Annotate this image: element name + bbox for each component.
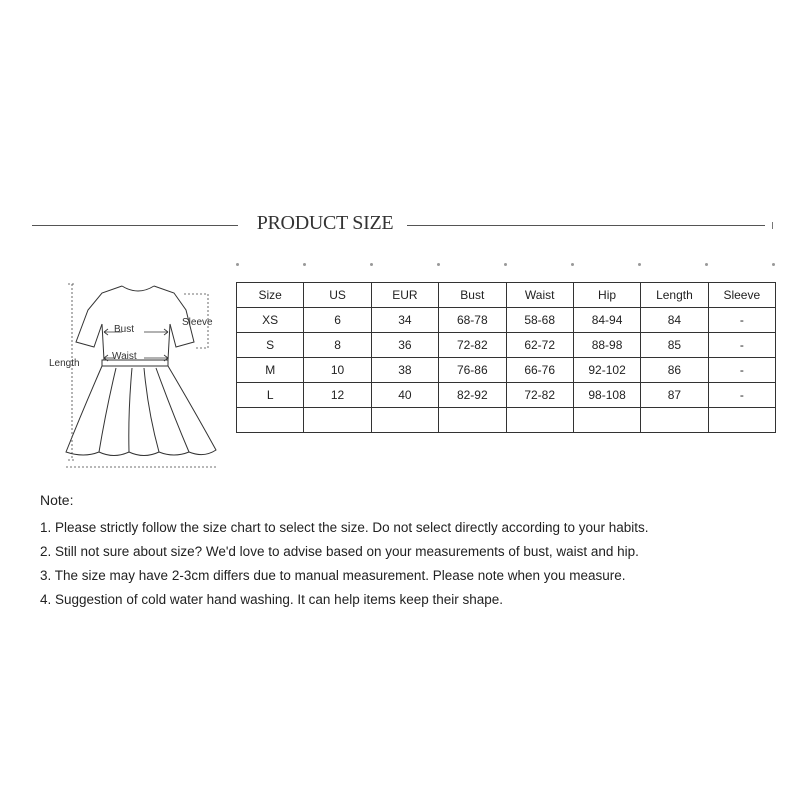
table-cell: 85 bbox=[641, 333, 708, 358]
section-title-row bbox=[30, 210, 770, 242]
table-cell: XS bbox=[237, 308, 304, 333]
table-cell: 72-82 bbox=[439, 333, 506, 358]
header-size: Size bbox=[237, 283, 304, 308]
table-cell: 6 bbox=[304, 308, 371, 333]
table-cell: 84 bbox=[641, 308, 708, 333]
table-cell: S bbox=[237, 333, 304, 358]
table-cell bbox=[439, 408, 506, 433]
table-cell: 40 bbox=[371, 383, 438, 408]
size-chart-table bbox=[236, 282, 776, 433]
label-waist: Waist bbox=[112, 351, 137, 362]
table-cell: - bbox=[708, 333, 775, 358]
header-eur: EUR bbox=[371, 283, 438, 308]
table-cell: 92-102 bbox=[573, 358, 640, 383]
table-cell: 82-92 bbox=[439, 383, 506, 408]
table-cell: 36 bbox=[371, 333, 438, 358]
header-us: US bbox=[304, 283, 371, 308]
note-item: 3. The size may have 2-3cm differs due to manual measurement. Please note when you measure. bbox=[40, 568, 626, 583]
table-row bbox=[237, 383, 776, 408]
table-cell: 38 bbox=[371, 358, 438, 383]
label-length: Length bbox=[49, 358, 80, 369]
table-cell: 72-82 bbox=[506, 383, 573, 408]
table-dotted-guide bbox=[236, 263, 776, 267]
table-row bbox=[237, 333, 776, 358]
table-cell bbox=[708, 408, 775, 433]
header-waist: Waist bbox=[506, 283, 573, 308]
notes-title: Note: bbox=[40, 492, 74, 508]
table-row bbox=[237, 408, 776, 433]
table-cell: 12 bbox=[304, 383, 371, 408]
header-hip: Hip bbox=[573, 283, 640, 308]
header-bust: Bust bbox=[439, 283, 506, 308]
dress-measurement-figure bbox=[44, 262, 224, 472]
notes-section bbox=[40, 492, 780, 612]
table-cell: 98-108 bbox=[573, 383, 640, 408]
table-cell: 86 bbox=[641, 358, 708, 383]
title-divider-left bbox=[32, 225, 238, 226]
table-cell: L bbox=[237, 383, 304, 408]
table-cell bbox=[371, 408, 438, 433]
label-bust: Bust bbox=[114, 324, 135, 335]
note-item: 1. Please strictly follow the size chart to select the size. Do not select directly according to your habits. bbox=[40, 520, 649, 535]
table-header-row bbox=[237, 283, 776, 308]
note-item: 2. Still not sure about size? We'd love to advise based on your measurements of bust, waist and hip. bbox=[40, 544, 639, 559]
label-sleeve: Sleeve bbox=[182, 317, 213, 328]
table-cell bbox=[237, 408, 304, 433]
section-title: PRODUCT SIZE bbox=[256, 212, 394, 234]
table-cell: 76-86 bbox=[439, 358, 506, 383]
table-cell: - bbox=[708, 308, 775, 333]
table-cell: 58-68 bbox=[506, 308, 573, 333]
table-cell: 10 bbox=[304, 358, 371, 383]
table-cell bbox=[573, 408, 640, 433]
table-cell: 87 bbox=[641, 383, 708, 408]
table-cell bbox=[506, 408, 573, 433]
header-length: Length bbox=[641, 283, 708, 308]
table-cell: 88-98 bbox=[573, 333, 640, 358]
table-cell: 34 bbox=[371, 308, 438, 333]
title-divider-right bbox=[407, 225, 765, 226]
note-item: 4. Suggestion of cold water hand washing. It can help items keep their shape. bbox=[40, 592, 504, 607]
table-cell: M bbox=[237, 358, 304, 383]
header-sleeve: Sleeve bbox=[708, 283, 775, 308]
table-cell bbox=[641, 408, 708, 433]
table-cell: 84-94 bbox=[573, 308, 640, 333]
table-row bbox=[237, 358, 776, 383]
table-row bbox=[237, 308, 776, 333]
table-cell: - bbox=[708, 383, 775, 408]
title-tick-right bbox=[772, 222, 773, 229]
table-cell: 66-76 bbox=[506, 358, 573, 383]
table-cell: 62-72 bbox=[506, 333, 573, 358]
table-cell: 8 bbox=[304, 333, 371, 358]
table-cell bbox=[304, 408, 371, 433]
table-cell: - bbox=[708, 358, 775, 383]
table-cell: 68-78 bbox=[439, 308, 506, 333]
